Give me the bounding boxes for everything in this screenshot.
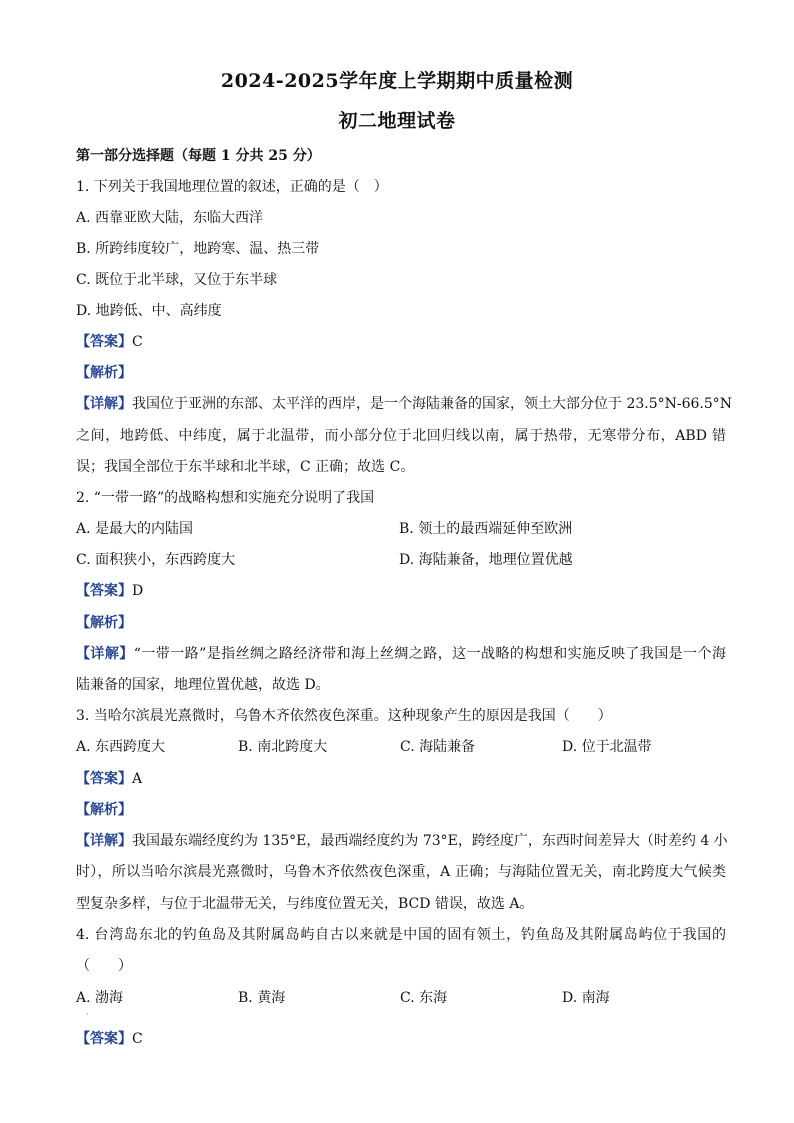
question-4-option-b: B. 黄海	[238, 990, 286, 1006]
section-heading: 第一部分选择题（每题 1 分共 25 分）	[76, 148, 321, 164]
question-2-stem: 2. “一带一路”的战略构想和实施充分说明了我国	[76, 490, 375, 506]
detail-label: 【详解】	[76, 833, 132, 849]
detail-text: “一带一路”是指丝绸之路经济带和海上丝绸之路，这一战略的构想和实施反映了我国是一个海	[133, 646, 726, 662]
exam-subtitle: 初二地理试卷	[338, 110, 456, 132]
detail-text: 我国位于亚洲的东部、太平洋的西岸，是一个海陆兼备的国家，领土大部分位于 23.5°N-66.5°N	[132, 396, 733, 412]
question-3-option-b: B. 南北跨度大	[238, 739, 328, 755]
question-4-option-c: C. 东海	[400, 990, 448, 1006]
question-4-option-a: A. 渤海	[76, 990, 124, 1006]
answer-value: C	[132, 334, 143, 350]
question-1-detail-line-2: 之间，地跨低、中纬度，属于北温带，而小部分位于北回归线以南，属于热带，无寒带分布，ABD 错	[76, 428, 726, 444]
analysis-label: 【解析】	[76, 615, 132, 631]
detail-label: 【详解】	[76, 646, 134, 662]
analysis-label: 【解析】	[76, 365, 132, 381]
question-2-analysis	[76, 613, 726, 633]
question-2-option-b: B. 领土的最西端延伸至欧洲	[399, 521, 573, 537]
question-1-option-c: C. 既位于北半球，又位于东半球	[76, 272, 278, 288]
exam-title: 2024-2025学年度上学期期中质量检测	[220, 70, 574, 92]
answer-label: 【答案】	[76, 1031, 132, 1047]
question-3-stem: 3. 当哈尔滨晨光熹微时，乌鲁木齐依然夜色深重。这种现象产生的原因是我国（ ）	[76, 708, 612, 724]
question-4-option-d: D. 南海	[562, 990, 610, 1006]
detail-text: 我国最东端经度约为 135°E，最西端经度约为 73°E，跨经度广，东西时间差异大（时差约 4 小	[132, 833, 728, 849]
question-2-option-c: C. 面积狭小，东西跨度大	[76, 552, 236, 568]
question-1-option-a: A. 西靠亚欧大陆，东临大西洋	[76, 210, 264, 226]
question-2-option-a: A. 是最大的内陆国	[76, 521, 194, 537]
question-1-stem: 1. 下列关于我国地理位置的叙述，正确的是（ ）	[76, 179, 388, 195]
question-2-answer	[76, 581, 726, 601]
detail-label: 【详解】	[76, 396, 132, 412]
question-2-detail-line-2: 陆兼备的国家，地理位置优越，故选 D。	[76, 677, 330, 693]
question-1-answer	[76, 332, 726, 352]
question-3-option-c: C. 海陆兼备	[400, 739, 476, 755]
question-3-option-d: D. 位于北温带	[562, 739, 652, 755]
question-1-detail-line-1	[76, 394, 733, 414]
answer-label: 【答案】	[76, 334, 132, 350]
question-3-detail-line-3: 型复杂多样，与位于北温带无关，与纬度位置无关，BCD 错误，故选 A。	[76, 896, 534, 912]
question-2-option-d: D. 海陆兼备，地理位置优越	[399, 552, 573, 568]
question-4-answer	[76, 1029, 726, 1049]
stray-mark: ·	[86, 1010, 89, 1019]
question-4-stem-continued: （ ）	[76, 958, 132, 974]
question-1-option-d: D. 地跨低、中、高纬度	[76, 303, 222, 319]
question-3-analysis	[76, 800, 726, 820]
answer-value: D	[132, 583, 144, 599]
question-3-option-a: A. 东西跨度大	[76, 739, 166, 755]
analysis-label: 【解析】	[76, 802, 132, 818]
question-1-analysis	[76, 363, 726, 383]
question-3-detail-line-2: 时），所以当哈尔滨晨光熹微时，乌鲁木齐依然夜色深重，A 正确；与海陆位置无关，南北跨度大气候类	[76, 864, 726, 880]
question-1-option-b: B. 所跨纬度较广，地跨寒、温、热三带	[76, 241, 320, 257]
answer-label: 【答案】	[76, 583, 132, 599]
question-3-answer	[76, 769, 726, 789]
question-1-detail-line-3: 误；我国全部位于东半球和北半球，C 正确；故选 C。	[76, 459, 415, 475]
question-4-stem: 4. 台湾岛东北的钓鱼岛及其附属岛屿自古以来就是中国的固有领土，钓鱼岛及其附属岛屿位于我国的	[76, 927, 726, 943]
answer-label: 【答案】	[76, 771, 132, 787]
answer-value: A	[132, 771, 143, 787]
question-3-detail-line-1	[76, 831, 726, 851]
question-2-detail-line-1	[76, 644, 726, 664]
answer-value: C	[132, 1031, 143, 1047]
